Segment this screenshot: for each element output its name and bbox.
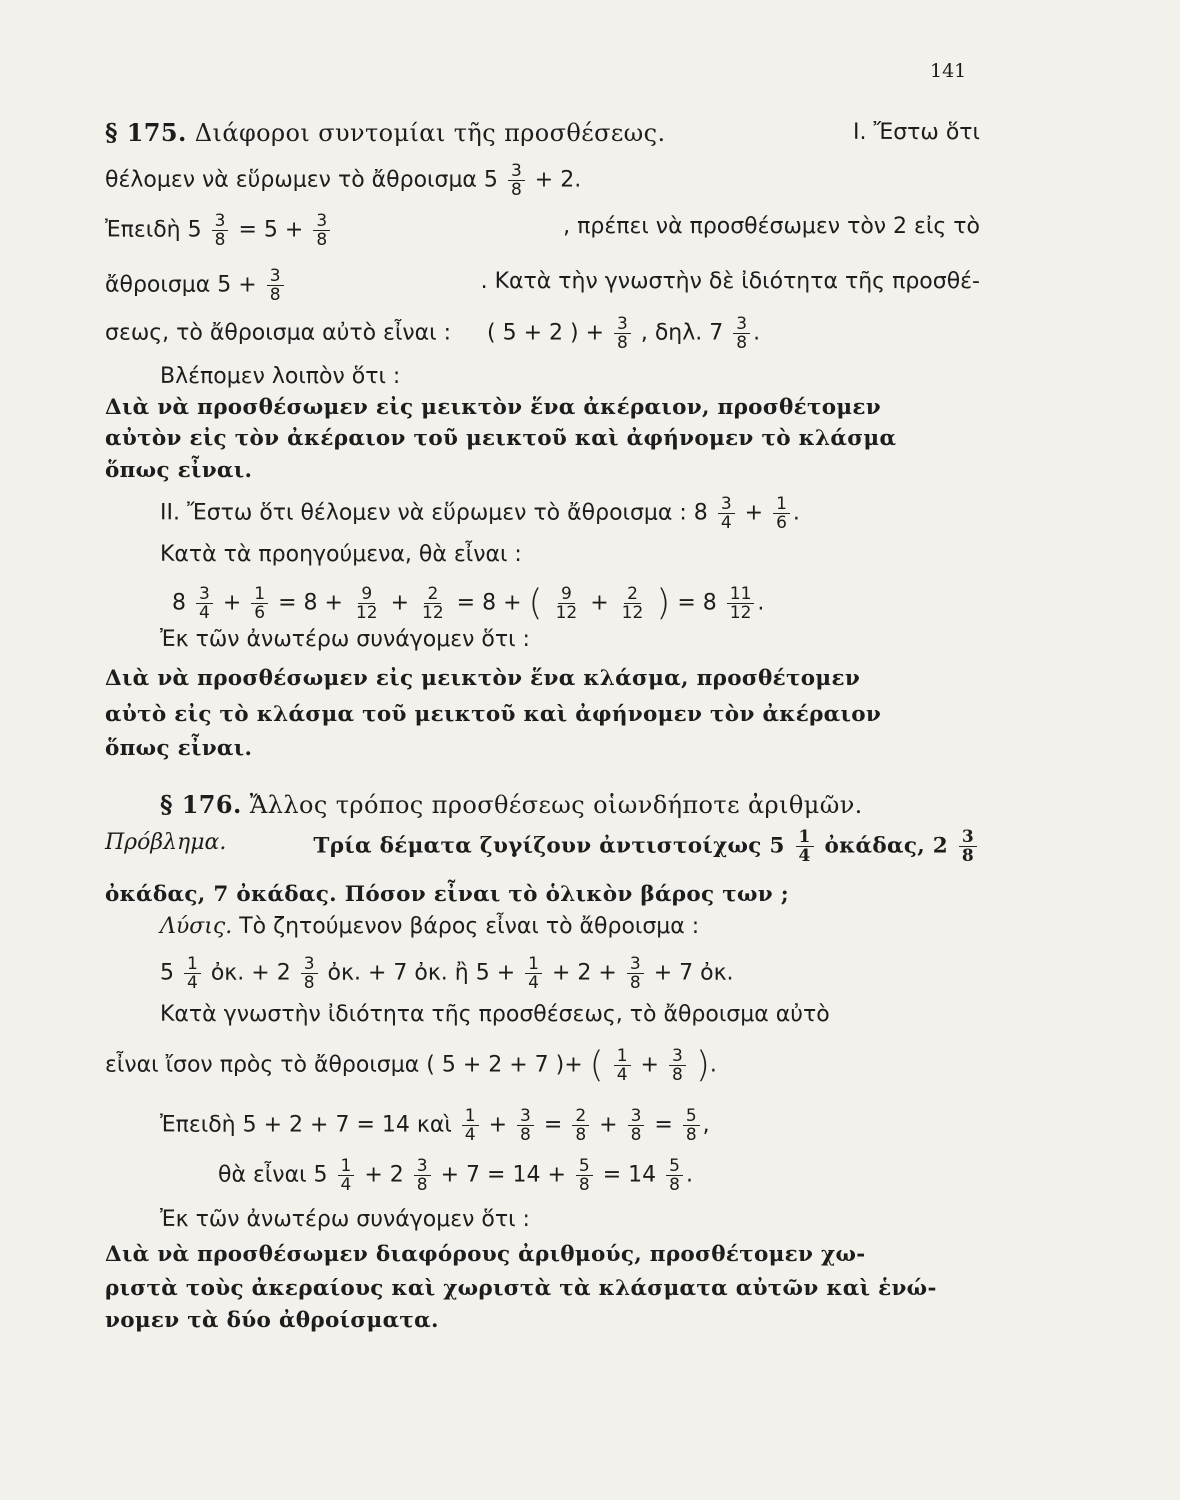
fraction xyxy=(718,495,735,532)
fraction xyxy=(196,585,213,622)
problem-label: Πρόβλημα. xyxy=(105,830,227,855)
text-span: 14 + xyxy=(512,1162,566,1188)
text-span: Ἐπειδὴ 5 + 2 + 7 = 14 καὶ xyxy=(160,1112,452,1138)
text-span: ( xyxy=(528,582,543,624)
text-span: . xyxy=(792,500,800,526)
denominator: 8 xyxy=(520,1125,531,1145)
text-span: + 2 + xyxy=(552,960,617,986)
section-176-heading xyxy=(160,790,980,820)
rule-line: αὐτὸ εἰς τὸ κλάσμα τοῦ μεικτοῦ καὶ ἀφήνομεν τὸν ἀκέραιον xyxy=(105,702,882,727)
text-span: Τὸ ζητούμενον βάρος εἶναι τὸ ἄθροισμα : xyxy=(239,914,700,939)
text-span: = 14 xyxy=(602,1162,657,1188)
text-line xyxy=(105,1044,980,1086)
text-span: . xyxy=(757,590,765,616)
denominator: 8 xyxy=(671,1065,683,1085)
fraction xyxy=(212,212,229,249)
text-line xyxy=(160,912,980,942)
equation-line xyxy=(172,582,972,624)
denominator: 8 xyxy=(269,285,281,305)
denominator: 4 xyxy=(464,1125,476,1145)
text-line: Κατὰ τὰ προηγούμενα, θὰ εἶναι : xyxy=(160,542,522,567)
numerator: 1 xyxy=(184,955,201,974)
rule-line: Διὰ νὰ προσθέσωμεν διαφόρους ἀριθμούς, προσθέτομεν χω- xyxy=(105,1242,866,1267)
fraction xyxy=(462,1107,479,1144)
fraction xyxy=(627,955,644,992)
section-number: § 176. xyxy=(160,790,242,819)
denominator: 8 xyxy=(630,1125,642,1145)
text-line xyxy=(105,828,980,865)
section-title: Ἄλλος τρόπος προσθέσεως οἱωνδήποτε ἀριθμῶν. xyxy=(249,791,863,819)
text-line xyxy=(160,495,980,532)
denominator: 8 xyxy=(416,1175,428,1195)
fraction xyxy=(733,315,750,352)
text-line: ὀκάδας, 7 ὀκάδας. Πόσον εἶναι τὸ ὁλικὸν βάρος των ; xyxy=(105,882,789,907)
numerator: 2 xyxy=(624,585,641,604)
rule-line: Διὰ νὰ προσθέσωμεν εἰς μεικτὸν ἕνα ἀκέραιον, προσθέτομεν xyxy=(105,395,882,420)
fraction xyxy=(683,1107,700,1144)
text-span: ( 5 + 2 ) + xyxy=(487,320,605,346)
text-span: ἢ xyxy=(454,960,469,986)
numerator: 9 xyxy=(558,585,575,604)
text-span: = 5 + xyxy=(238,217,304,243)
fraction xyxy=(313,212,330,249)
text-span: , δηλ. 7 xyxy=(640,320,724,346)
text-span: . xyxy=(753,320,761,346)
numerator: 3 xyxy=(414,1157,431,1176)
fraction xyxy=(773,495,790,532)
numerator: 3 xyxy=(718,495,735,514)
numerator: 3 xyxy=(614,315,631,334)
text-span: . xyxy=(709,1052,717,1078)
section-lead: Ι. Ἔστω ὅτι xyxy=(853,120,980,145)
page-number: 141 xyxy=(930,60,967,82)
text-span: + 7 ὀκ. xyxy=(367,960,448,986)
fraction xyxy=(353,585,381,622)
text-span: + xyxy=(599,1112,618,1138)
text-span: = 8 + xyxy=(456,590,522,616)
denominator: 4 xyxy=(340,1175,352,1195)
numerator: 5 xyxy=(683,1107,700,1126)
denominator: 6 xyxy=(254,603,266,623)
numerator: 1 xyxy=(796,828,814,847)
denominator: 6 xyxy=(776,513,787,533)
numerator: 3 xyxy=(733,315,750,334)
denominator: 8 xyxy=(617,333,628,353)
denominator: 8 xyxy=(629,973,641,993)
denominator: 4 xyxy=(199,603,210,623)
fraction xyxy=(959,828,977,865)
text-span: 2 xyxy=(276,960,291,986)
denominator: 12 xyxy=(555,603,578,623)
text-span: + xyxy=(364,1162,383,1188)
text-span: 5 xyxy=(160,960,174,986)
numerator: 3 xyxy=(301,955,318,974)
text-span: ἄθροισμα 5 + xyxy=(105,272,257,298)
denominator: 4 xyxy=(616,1065,628,1085)
text-span: , πρέπει νὰ προσθέσωμεν τὸν 2 εἰς τὸ xyxy=(563,214,980,239)
denominator: 8 xyxy=(214,230,226,250)
text-span: = 8 + xyxy=(278,590,343,616)
rule-line: ὅπως εἶναι. xyxy=(105,736,253,761)
fraction xyxy=(669,1047,686,1084)
numerator: 3 xyxy=(313,212,330,231)
text-span: . xyxy=(685,1162,693,1188)
numerator: 1 xyxy=(251,585,268,604)
numerator: 3 xyxy=(669,1047,686,1066)
equation-line xyxy=(160,1107,980,1144)
rule-line: Διὰ νὰ προσθέσωμεν εἰς μεικτὸν ἕνα κλάσμα, προσθέτομεν xyxy=(105,666,861,691)
fraction xyxy=(572,1107,589,1144)
fraction xyxy=(727,585,755,622)
numerator: 3 xyxy=(517,1107,534,1126)
text-span: ὀκ. xyxy=(327,960,361,986)
numerator: 5 xyxy=(576,1157,593,1176)
denominator: 8 xyxy=(685,1125,697,1145)
text-span: 5 xyxy=(475,960,490,986)
text-span: 8 xyxy=(172,590,186,616)
fraction xyxy=(267,267,284,304)
text-span: σεως, τὸ ἄθροισμα αὐτὸ εἶναι : xyxy=(105,320,452,346)
fraction xyxy=(614,315,631,352)
denominator: 8 xyxy=(575,1125,587,1145)
text-span: ὀκ. xyxy=(210,960,245,986)
text-span: + xyxy=(590,590,609,616)
fraction xyxy=(414,1157,431,1194)
numerator: 1 xyxy=(525,955,542,974)
text-span: = xyxy=(654,1112,673,1138)
text-span: ὀκάδας, 2 xyxy=(824,833,949,859)
text-span: Τρία δέματα ζυγίζουν ἀντιστοίχως 5 xyxy=(313,833,785,859)
text-line: Κατὰ γνωστὴν ἰδιότητα τῆς προσθέσεως, τὸ ἄθροισμα αὐτὸ xyxy=(160,1002,830,1027)
text-span: = 8 xyxy=(677,590,717,616)
text-line xyxy=(105,212,980,249)
text-span: θὰ εἶναι 5 xyxy=(218,1162,328,1188)
text-span: + xyxy=(496,960,516,986)
fraction xyxy=(419,585,447,622)
text-span: , xyxy=(702,1112,710,1138)
fraction xyxy=(525,955,542,992)
text-line xyxy=(105,315,980,352)
numerator: 3 xyxy=(212,212,229,231)
fraction xyxy=(628,1107,645,1144)
denominator: 4 xyxy=(528,973,539,993)
text-line: Βλέπομεν λοιπὸν ὅτι : xyxy=(160,364,401,389)
numerator: 3 xyxy=(196,585,213,604)
rule-line: αὐτὸν εἰς τὸν ἀκέραιον τοῦ μεικτοῦ καὶ ἀφήνομεν τὸ κλάσμα xyxy=(105,426,897,451)
text-span: + 2. xyxy=(534,167,582,193)
equation-line xyxy=(218,1157,978,1194)
numerator: 3 xyxy=(627,955,644,974)
equation-line xyxy=(160,955,980,992)
section-title: Διάφοροι συντομίαι τῆς προσθέσεως. xyxy=(194,119,666,147)
denominator: 12 xyxy=(729,603,752,623)
fraction xyxy=(576,1157,593,1194)
text-span: + xyxy=(251,960,270,986)
rule-line: νομεν τὰ δύο ἀθροίσματα. xyxy=(105,1308,439,1333)
section-number: § 175. xyxy=(105,118,187,147)
fraction xyxy=(796,828,814,865)
text-line: Ἐκ τῶν ἀνωτέρω συνάγομεν ὅτι : xyxy=(160,627,530,652)
fraction xyxy=(184,955,201,992)
numerator: 1 xyxy=(614,1047,631,1066)
text-span: Ἐπειδὴ 5 xyxy=(105,217,202,243)
numerator: 11 xyxy=(727,585,755,604)
numerator: 5 xyxy=(666,1157,683,1176)
text-line xyxy=(105,162,980,199)
denominator: 4 xyxy=(798,846,811,866)
text-span: + 7 = xyxy=(440,1162,506,1188)
fraction xyxy=(338,1157,355,1194)
denominator: 8 xyxy=(961,846,974,866)
fraction xyxy=(666,1157,683,1194)
text-span: + xyxy=(744,500,764,526)
numerator: 9 xyxy=(358,585,375,604)
text-span: ΙΙ. Ἔστω ὅτι θέλομεν νὰ εὕρωμεν τὸ ἄθροισμα : 8 xyxy=(160,500,708,526)
text-span: + xyxy=(640,1052,659,1078)
text-span: + xyxy=(222,590,242,616)
denominator: 12 xyxy=(621,603,644,623)
text-span: + 7 ὀκ. xyxy=(653,960,734,986)
numerator: 1 xyxy=(773,495,790,514)
text-span: ) xyxy=(695,1044,710,1086)
denominator: 8 xyxy=(510,180,522,200)
text-line xyxy=(105,267,980,304)
denominator: 12 xyxy=(355,603,378,623)
fraction xyxy=(251,585,268,622)
text-span: ) xyxy=(656,582,671,624)
fraction xyxy=(553,585,581,622)
fraction xyxy=(517,1107,534,1144)
text-span: ( 5 + 2 + 7 )+ xyxy=(426,1052,583,1078)
numerator: 1 xyxy=(338,1157,355,1176)
fraction xyxy=(508,162,525,199)
denominator: 8 xyxy=(736,333,748,353)
text-span: εἶναι ἴσον πρὸς τὸ ἄθροισμα xyxy=(105,1052,420,1078)
text-span: ( xyxy=(589,1044,604,1086)
fraction xyxy=(619,585,647,622)
numerator: 2 xyxy=(572,1107,589,1126)
text-span: . Κατὰ τὴν γνωστὴν δὲ ἰδιότητα τῆς προσθέ- xyxy=(480,269,980,294)
solution-label: Λύσις. xyxy=(160,914,233,939)
rule-line: ριστὰ τοὺς ἀκεραίους καὶ χωριστὰ τὰ κλάσματα αὐτῶν καὶ ἑνώ- xyxy=(105,1276,937,1301)
numerator: 3 xyxy=(959,828,977,847)
numerator: 3 xyxy=(267,267,284,286)
denominator: 4 xyxy=(720,513,732,533)
text-span: + xyxy=(390,590,410,616)
numerator: 2 xyxy=(424,585,441,604)
denominator: 8 xyxy=(303,973,315,993)
text-span: 2 xyxy=(389,1162,404,1188)
numerator: 1 xyxy=(462,1107,479,1126)
rule-line: ὅπως εἶναι. xyxy=(105,458,253,483)
section-175-heading xyxy=(105,118,980,148)
denominator: 8 xyxy=(316,230,328,250)
denominator: 8 xyxy=(669,1175,680,1195)
text-span: = xyxy=(543,1112,563,1138)
denominator: 12 xyxy=(422,603,444,623)
denominator: 4 xyxy=(187,973,198,993)
numerator: 3 xyxy=(508,162,525,181)
numerator: 3 xyxy=(628,1107,645,1126)
text-line: Ἐκ τῶν ἀνωτέρω συνάγομεν ὅτι : xyxy=(160,1207,530,1232)
text-span: θέλομεν νὰ εὕρωμεν τὸ ἄθροισμα 5 xyxy=(105,167,498,193)
fraction xyxy=(301,955,318,992)
fraction xyxy=(614,1047,631,1084)
text-span: + xyxy=(488,1112,508,1138)
denominator: 8 xyxy=(578,1175,590,1195)
